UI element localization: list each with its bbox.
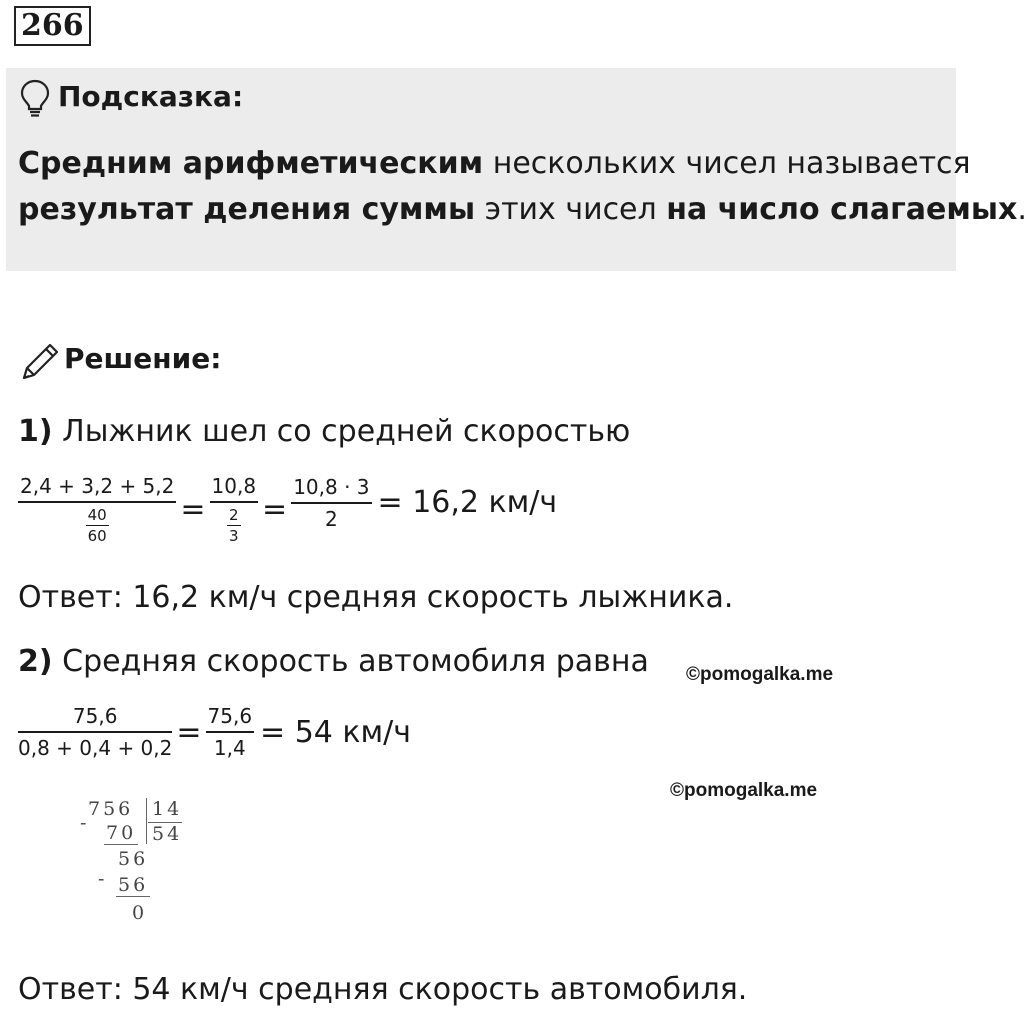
part1-equation (18, 474, 557, 545)
hint-text: этих чисел (475, 192, 667, 227)
part1-answer: Ответ: 16,2 км/ч средняя скорость лыжника. (18, 580, 734, 615)
minus-sign: - (98, 868, 108, 890)
fraction-denominator: 2 (324, 506, 338, 531)
nested-numerator: 2 (229, 506, 239, 524)
part2-text: Средняя скорость автомобиля равна (52, 644, 649, 679)
hint-bold-term: результат деления суммы (18, 192, 476, 227)
equals-sign: = (262, 492, 288, 527)
part2-equation (18, 704, 411, 760)
nested-denominator: 60 (87, 527, 107, 545)
division-remainder-2: 0 (132, 902, 148, 924)
division-subtrahend-2: 56 (118, 874, 149, 896)
equals-sign: = (180, 492, 206, 527)
long-division (80, 798, 194, 938)
hint-text: нескольких чисел называется (483, 146, 971, 181)
division-bracket (146, 798, 147, 844)
division-remainder-1: 56 (118, 848, 149, 870)
fraction-numerator: 10,8 (210, 474, 259, 503)
part1-result: = 16,2 км/ч (377, 485, 558, 520)
fraction-numerator: 2,4 + 3,2 + 5,2 (18, 474, 176, 503)
equals-sign: = (176, 714, 202, 750)
fraction-numerator: 75,6 (18, 704, 172, 733)
fraction-2 (206, 704, 255, 760)
hint-line-1 (18, 144, 971, 184)
fraction-1 (18, 474, 176, 545)
fraction-2 (210, 474, 259, 545)
division-divisor: 14 (152, 798, 183, 820)
division-dividend: 756 (88, 798, 134, 820)
hint-bold-term: Средним арифметическим (18, 146, 484, 181)
pencil-icon (18, 340, 62, 384)
hint-line-2 (18, 190, 1027, 230)
lightbulb-icon (18, 78, 52, 118)
watermark: ©pomogalka.me (686, 664, 834, 685)
division-quotient: 54 (148, 822, 182, 845)
fraction-denominator: 0,8 + 0,4 + 0,2 (18, 736, 173, 760)
fraction-numerator: 75,6 (206, 704, 255, 733)
division-subtrahend-1: 70 (106, 822, 137, 844)
part2-result: = 54 км/ч (260, 714, 412, 750)
part2-label: 2) (18, 644, 53, 679)
hint-text: . (1017, 192, 1027, 227)
part2-answer: Ответ: 54 км/ч средняя скорость автомобиля. (18, 972, 748, 1007)
part1-text: Лыжник шел со средней скоростью (52, 414, 631, 449)
fraction-denominator (210, 503, 259, 545)
minus-sign: - (80, 812, 90, 834)
nested-denominator: 3 (229, 527, 239, 545)
nested-numerator: 40 (87, 506, 107, 524)
watermark: ©pomogalka.me (670, 780, 818, 801)
hint-title: Подсказка: (58, 80, 244, 113)
solution-title: Решение: (64, 342, 222, 375)
task-number: 266 (14, 6, 91, 46)
hint-bold-term: на число слагаемых (666, 192, 1018, 227)
part2-heading (18, 642, 649, 682)
fraction-1 (18, 704, 172, 760)
nested-fraction (227, 506, 241, 545)
fraction-numerator: 10,8 · 3 (291, 475, 371, 504)
fraction-denominator: 1,4 (213, 736, 246, 760)
fraction-denominator (18, 503, 176, 545)
part1-label: 1) (18, 414, 53, 449)
nested-fraction (86, 506, 109, 545)
fraction-3 (291, 475, 371, 531)
part1-heading (18, 412, 630, 452)
